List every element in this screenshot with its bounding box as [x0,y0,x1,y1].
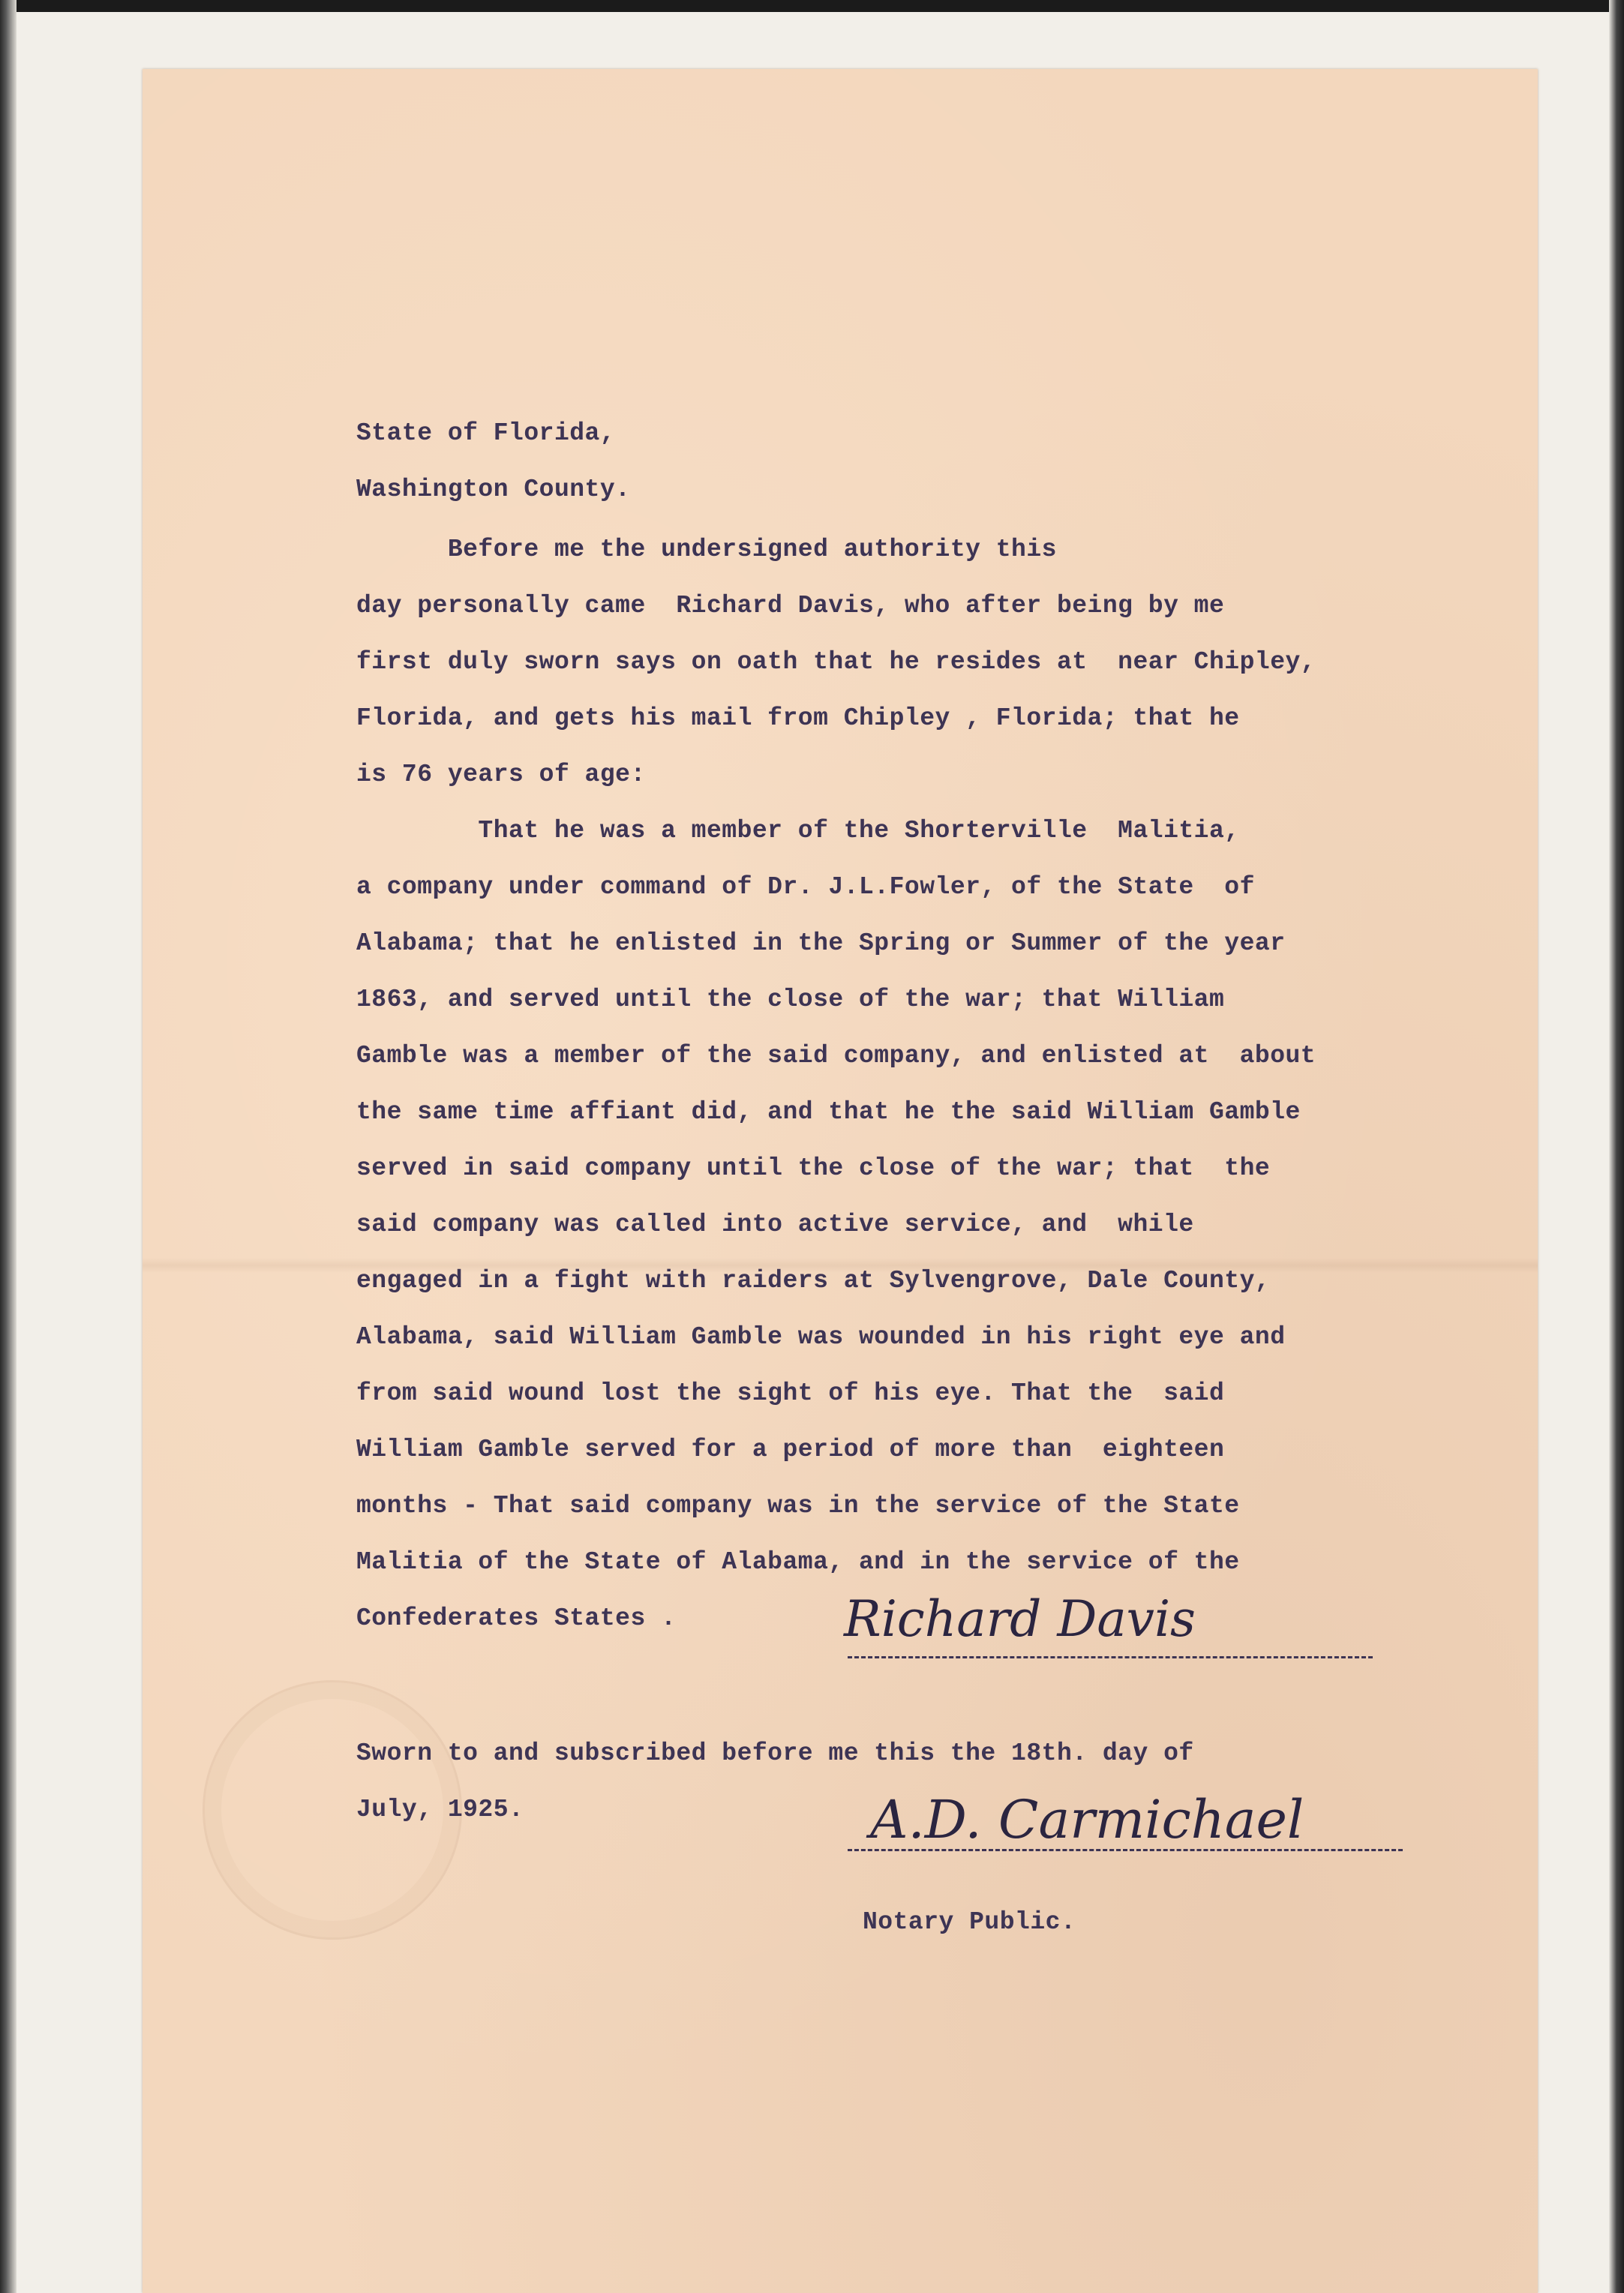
county-heading: Washington County. [356,476,631,503]
jurat-line-1: Sworn to and subscribed before me this the 18th. day of [356,1739,1194,1767]
body-line: is 76 years of age: [356,761,646,788]
body-line: from said wound lost the sight of his eye. That the said [356,1379,1225,1407]
body-line: day personally came Richard Davis, who after being by me [356,592,1225,620]
body-line: first duly sworn says on oath that he resides at near Chipley, [356,648,1316,676]
body-line: 1863, and served until the close of the war; that William [356,986,1225,1013]
body-line: Alabama; that he enlisted in the Spring or Summer of the year [356,929,1286,957]
body-line: months - That said company was in the service of the State [356,1492,1240,1520]
jurat-line-2: July, 1925. [356,1796,524,1823]
body-line: Florida, and gets his mail from Chipley , Florida; that he [356,704,1240,732]
body-line: Before me the undersigned authority this [356,536,1057,563]
body-line: engaged in a fight with raiders at Sylvengrove, Dale County, [356,1267,1271,1295]
body-line: Confederates States . [356,1604,677,1632]
notary-signature: A.D. Carmichael [870,1789,1304,1850]
body-line: served in said company until the close of the war; that the [356,1154,1271,1182]
body-line: said company was called into active service, and while [356,1211,1194,1238]
state-heading: State of Florida, [356,419,616,447]
body-line: Alabama, said William Gamble was wounded in his right eye and [356,1323,1286,1351]
body-line: Malitia of the State of Alabama, and in the service of the [356,1548,1240,1576]
body-line: That he was a member of the Shorterville Malitia, [356,817,1240,845]
affiant-signature: Richard Davis [844,1590,1196,1648]
affiant-signature-line [848,1656,1373,1658]
notary-title: Notary Public. [863,1908,1076,1936]
body-line: a company under command of Dr. J.L.Fowler, of the State of [356,873,1255,901]
body-line: Gamble was a member of the said company, and enlisted at about [356,1042,1316,1070]
body-line: William Gamble served for a period of more than eighteen [356,1436,1225,1463]
body-line: the same time affiant did, and that he the said William Gamble [356,1098,1301,1126]
